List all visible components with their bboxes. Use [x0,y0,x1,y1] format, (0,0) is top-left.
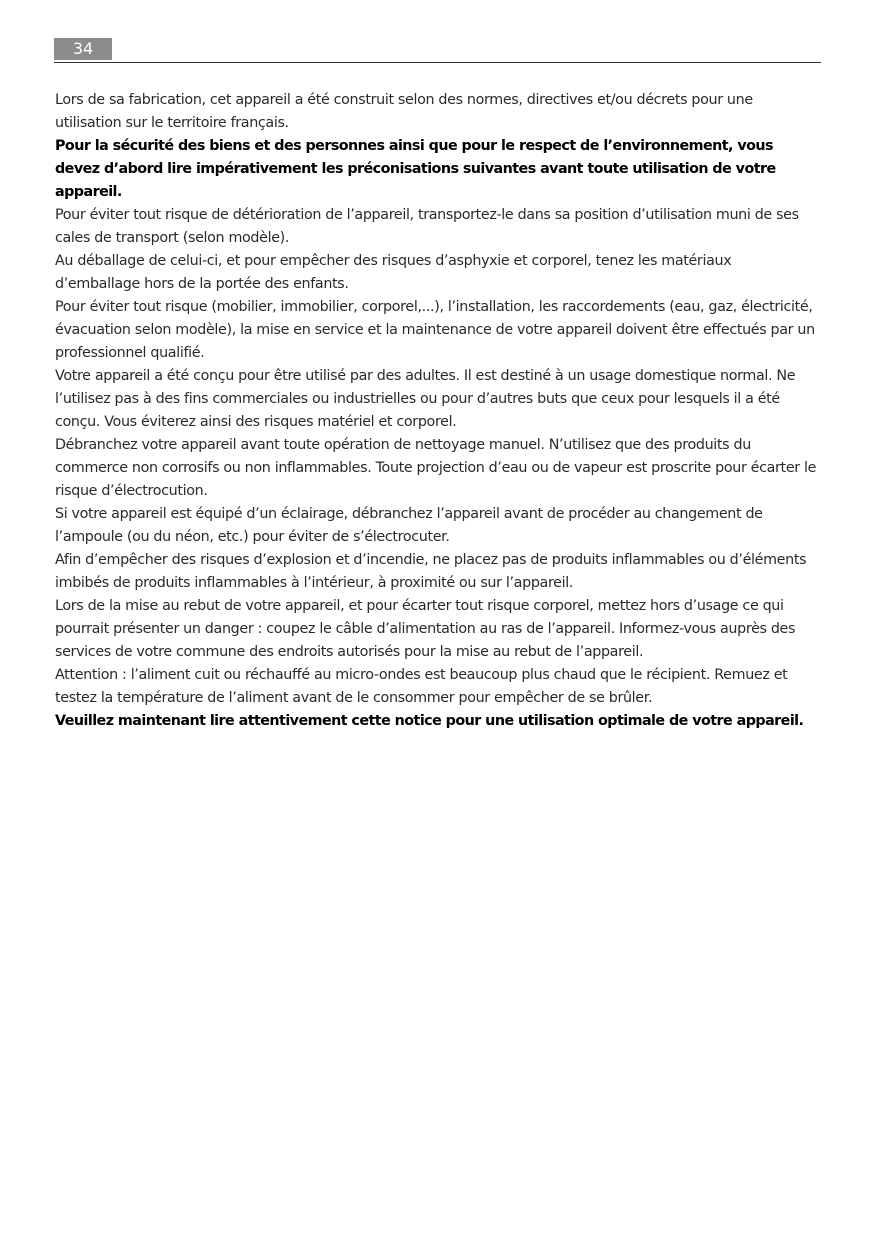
paragraph-read-notice: Veuillez maintenant lire attentivement cette notice pour une utilisation optimale de votre appareil. [55,713,804,729]
paragraph-installation: Pour éviter tout risque (mobilier, immobilier, corporel,...), l’installation, les raccordements (eau, gaz, électricité, évacuation selon modèle), la mise en service et la maintenance de votre appareil doivent être effectués par un professionnel qualifié. [55,299,815,361]
page-number: 34 [54,38,112,60]
paragraph-lighting: Si votre appareil est équipé d’un éclairage, débranchez l’appareil avant de procéder au changement de l’ampoule (ou du néon, etc.) pour éviter de s’électrocuter. [55,506,763,545]
paragraph-intended-use: Votre appareil a été conçu pour être utilisé par des adultes. Il est destiné à un usage domestique normal. Ne l’utilisez pas à des fins commerciales ou industrielles ou pour d’autres buts que ceux pour lesquels il a été conçu. Vous éviterez ainsi des risques matériel et corporel. [55,368,796,430]
paragraph-cleaning: Débranchez votre appareil avant toute opération de nettoyage manuel. N’utilisez que des produits du commerce non corrosifs ou non inflammables. Toute projection d’eau ou de vapeur est proscrite pour écarter le risque d’électrocution. [55,437,817,499]
paragraph-manufacturing-standards: Lors de sa fabrication, cet appareil a été construit selon des normes, directives et/ou décrets pour une utilisation sur le territoire français. [55,92,753,131]
paragraph-safety-warning: Pour la sécurité des biens et des personnes ainsi que pour le respect de l’environnement, vous devez d’abord lire impérativement les préconisations suivantes avant toute utilisation de votre appareil. [55,138,776,200]
paragraph-unpacking: Au déballage de celui-ci, et pour empêcher des risques d’asphyxie et corporel, tenez les matériaux d’emballage hors de la portée des enfants. [55,253,732,292]
paragraph-microwave-heat: Attention : l’aliment cuit ou réchauffé au micro-ondes est beaucoup plus chaud que le récipient. Remuez et testez la température de l’aliment avant de le consommer pour empêcher de se brûler. [55,667,788,706]
safety-instructions [55,89,819,733]
header-divider [54,62,821,63]
paragraph-transport: Pour éviter tout risque de détérioration de l’appareil, transportez-le dans sa position d’utilisation muni de ses cales de transport (selon modèle). [55,207,799,246]
paragraph-flammables: Afin d’empêcher des risques d’explosion et d’incendie, ne placez pas de produits inflammables ou d’éléments imbibés de produits inflammables à l’intérieur, à proximité ou sur l’appareil. [55,552,807,591]
paragraph-disposal: Lors de la mise au rebut de votre appareil, et pour écarter tout risque corporel, mettez hors d’usage ce qui pourrait présenter un danger : coupez le câble d’alimentation au ras de l’appareil. Informez-vous auprès des services de votre commune des endroits autorisés pour la mise au rebut de l’appareil. [55,598,796,660]
